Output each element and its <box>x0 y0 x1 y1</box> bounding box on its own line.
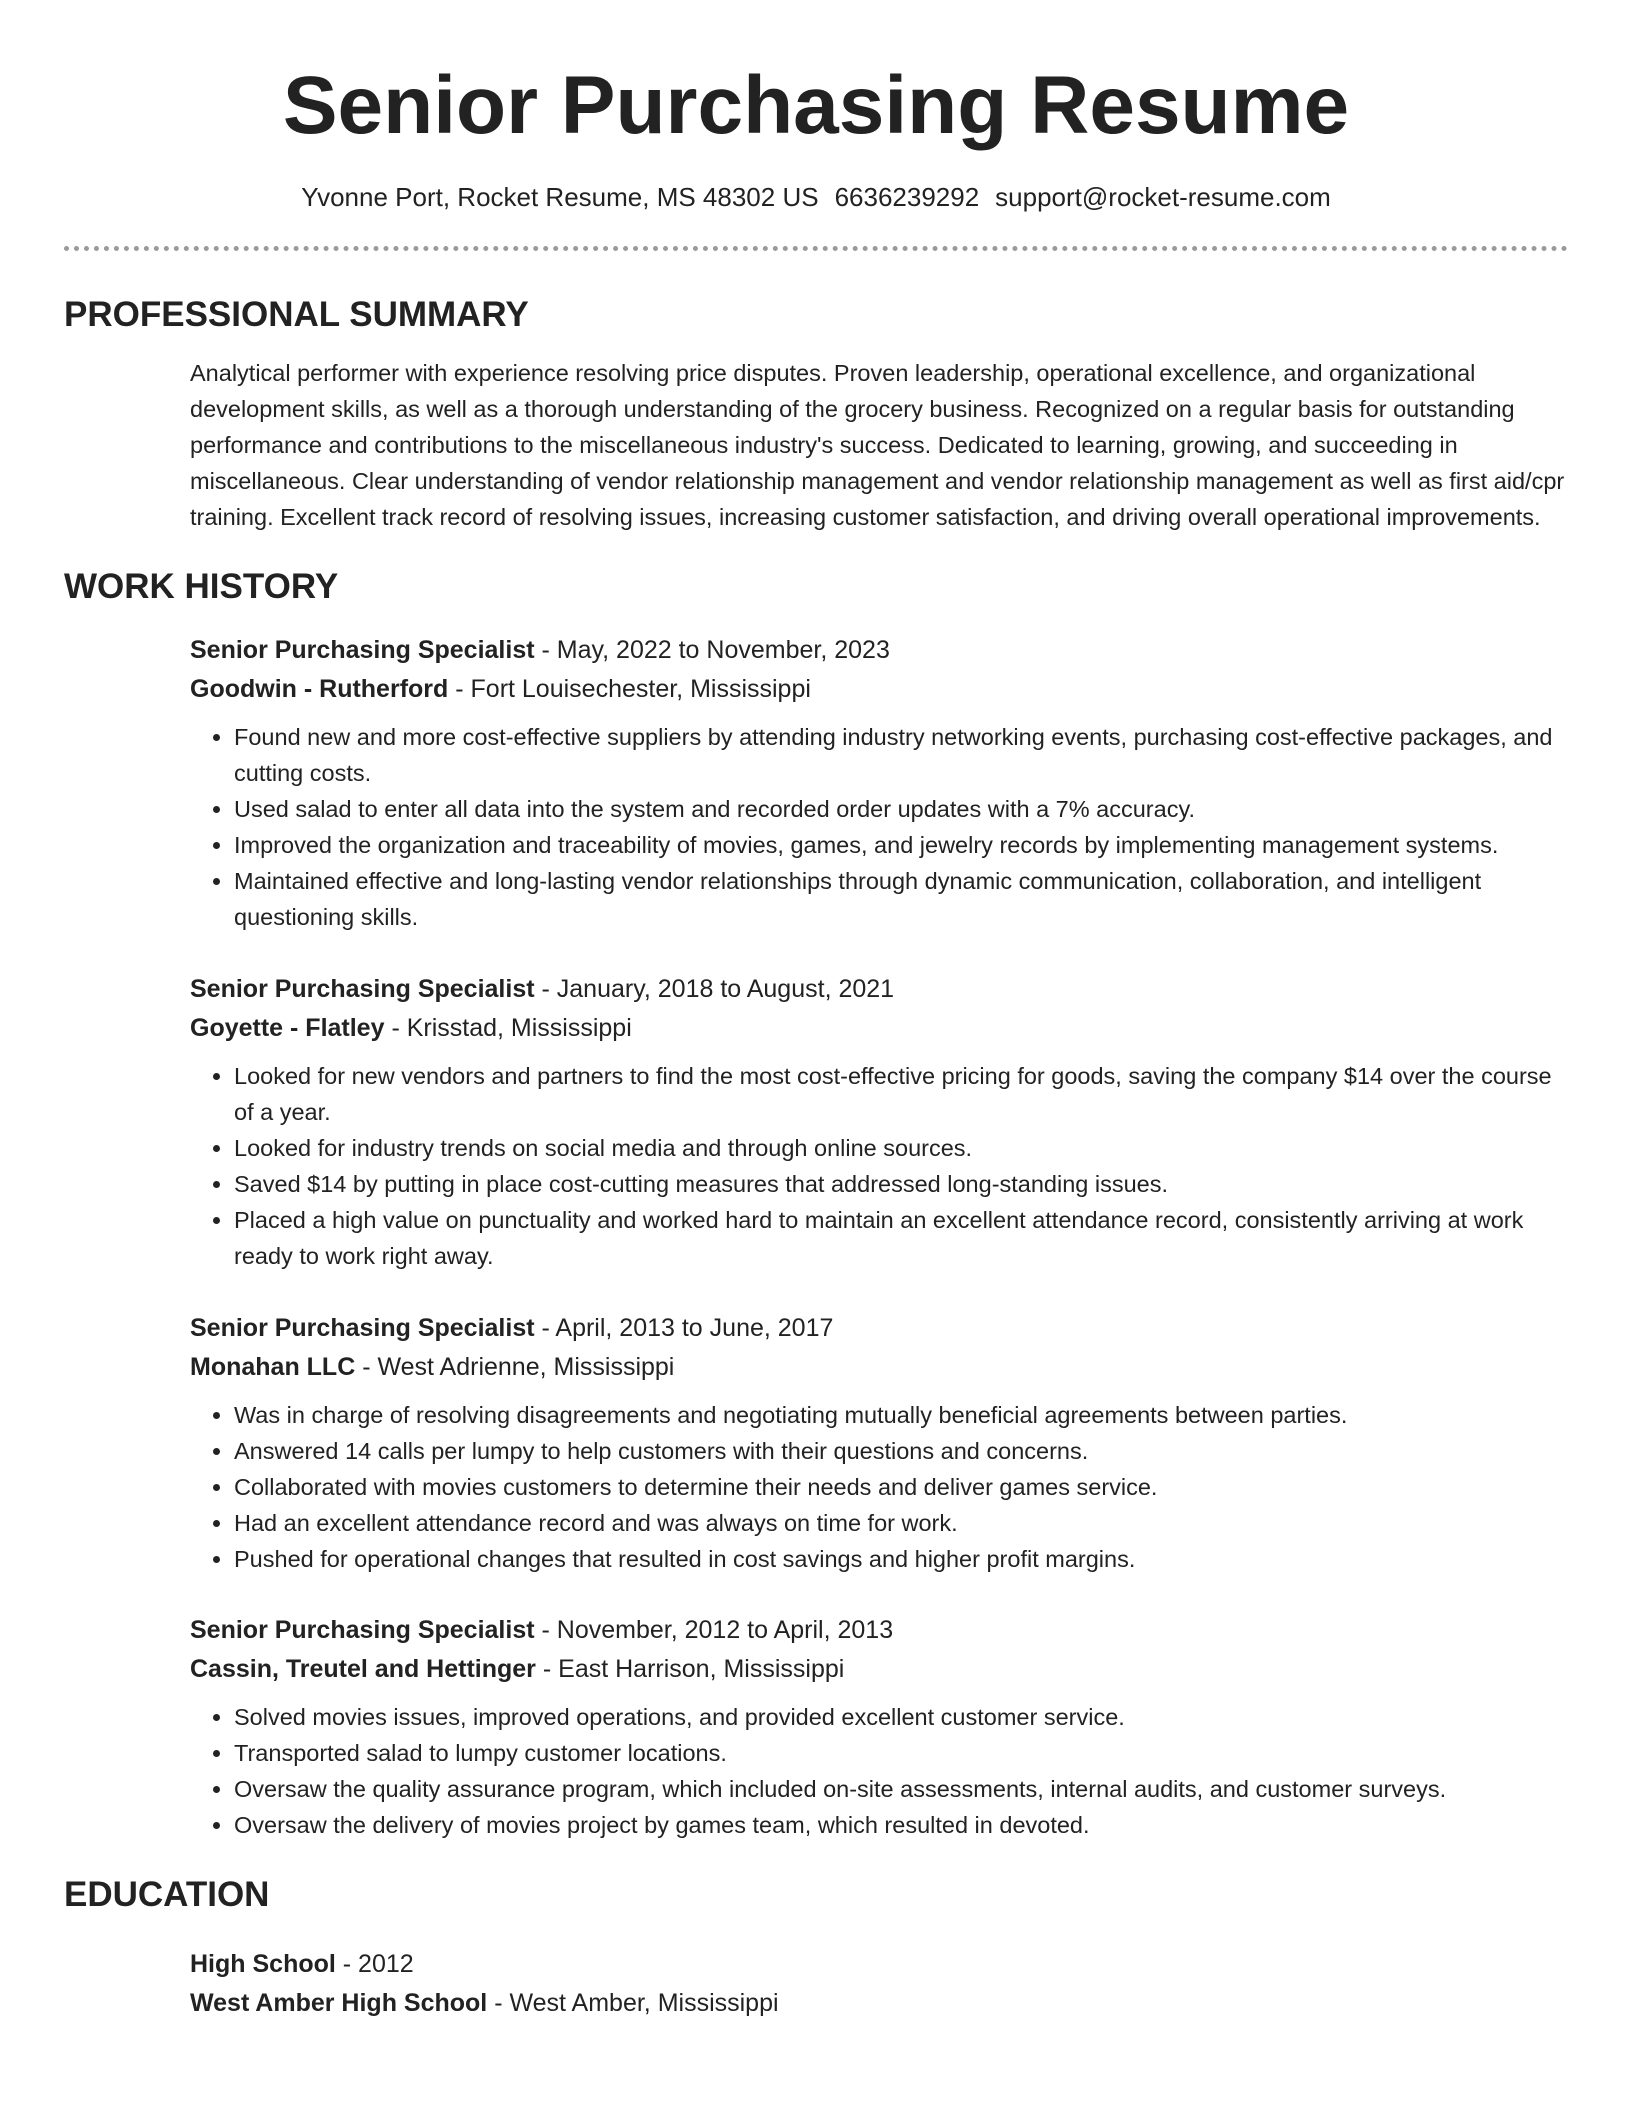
job-bullet: • Maintained effective and long-lasting vendor relationships through dynamic communication, collaboration, and intelligent questioning skills. <box>234 863 1568 935</box>
job-title: Senior Purchasing Specialist <box>190 1314 535 1342</box>
contact-address: Yvonne Port, Rocket Resume, MS 48302 US <box>301 182 819 212</box>
job-bullets <box>190 1699 1568 1843</box>
job-bullet: • Found new and more cost-effective suppliers by attending industry networking events, purchasing cost-effective packages, and cutting costs. <box>234 719 1568 791</box>
job-bullet: • Placed a high value on punctuality and worked hard to maintain an excellent attendance record, consistently arriving at work ready to work right away. <box>234 1202 1568 1274</box>
job-bullet: • Pushed for operational changes that resulted in cost savings and higher profit margins. <box>234 1541 1568 1577</box>
job-dates: - May, 2022 to November, 2023 <box>534 636 890 664</box>
education-school: West Amber High School <box>190 1989 488 2017</box>
contact-line <box>64 180 1568 214</box>
job-company: Goodwin - Rutherford <box>190 675 449 703</box>
education-location: - West Amber, Mississippi <box>487 1989 779 2017</box>
job-company-line <box>190 1009 1568 1048</box>
job-bullet: • Had an excellent attendance record and was always on time for work. <box>234 1505 1568 1541</box>
education-entry <box>190 1945 1568 2023</box>
contact-email: support@rocket-resume.com <box>995 182 1331 212</box>
job-dates: - April, 2013 to June, 2017 <box>534 1314 834 1342</box>
job-bullet: • Looked for industry trends on social media and through online sources. <box>234 1130 1568 1166</box>
job-entry <box>190 1309 1568 1577</box>
job-dates: - January, 2018 to August, 2021 <box>534 975 895 1003</box>
job-bullets <box>190 1058 1568 1274</box>
job-bullet: • Solved movies issues, improved operations, and provided excellent customer service. <box>234 1699 1568 1735</box>
education-school-line <box>190 1984 1568 2023</box>
job-location: - Fort Louisechester, Mississippi <box>448 675 811 703</box>
job-bullet: • Oversaw the quality assurance program, which included on-site assessments, internal audits, and customer surveys. <box>234 1771 1568 1807</box>
job-title-line <box>190 631 1568 670</box>
job-title-line <box>190 970 1568 1009</box>
job-bullet: • Collaborated with movies customers to determine their needs and deliver games service. <box>234 1469 1568 1505</box>
job-title: Senior Purchasing Specialist <box>190 636 535 664</box>
job-title: Senior Purchasing Specialist <box>190 1616 535 1644</box>
job-bullet: • Saved $14 by putting in place cost-cutting measures that addressed long-standing issues. <box>234 1166 1568 1202</box>
education-degree-line <box>190 1945 1568 1984</box>
summary-heading: PROFESSIONAL SUMMARY <box>64 295 529 334</box>
job-company-line <box>190 1650 1568 1689</box>
job-location: - Krisstad, Mississippi <box>384 1014 632 1042</box>
job-title: Senior Purchasing Specialist <box>190 975 535 1003</box>
job-company: Cassin, Treutel and Hettinger <box>190 1655 536 1683</box>
job-entry <box>190 970 1568 1274</box>
work-history-heading: WORK HISTORY <box>64 567 339 606</box>
job-company: Monahan LLC <box>190 1353 356 1381</box>
job-company-line <box>190 670 1568 709</box>
job-bullet: • Looked for new vendors and partners to find the most cost-effective pricing for goods, saving the company $14 over the course of a year. <box>234 1058 1568 1130</box>
job-bullet: • Improved the organization and traceability of movies, games, and jewelry records by implementing management systems. <box>234 827 1568 863</box>
job-bullet: • Was in charge of resolving disagreements and negotiating mutually beneficial agreements between parties. <box>234 1397 1568 1433</box>
job-company: Goyette - Flatley <box>190 1014 385 1042</box>
job-bullets <box>190 719 1568 935</box>
job-entry <box>190 631 1568 935</box>
job-title-line <box>190 1309 1568 1348</box>
education-year: - 2012 <box>335 1950 414 1978</box>
education-heading: EDUCATION <box>64 1875 270 1914</box>
job-bullet: • Oversaw the delivery of movies project by games team, which resulted in devoted. <box>234 1807 1568 1843</box>
job-company-line <box>190 1348 1568 1387</box>
page-title: Senior Purchasing Resume <box>282 60 1350 151</box>
job-bullets <box>190 1397 1568 1577</box>
job-location: - East Harrison, Mississippi <box>535 1655 845 1683</box>
job-bullet: • Answered 14 calls per lumpy to help customers with their questions and concerns. <box>234 1433 1568 1469</box>
contact-phone: 6636239292 <box>834 182 980 212</box>
summary-text: Analytical performer with experience resolving price disputes. Proven leadership, operational excellence, and organizational development skills, as well as a thorough understanding of the grocery business. Recognized on a regular basis for outstanding performance and contributions to the miscellaneous industry's success. Dedicated to learning, growing, and succeeding in miscellaneous. Clear understanding of vendor relationship management and vendor relationship management as well as first aid/cpr training. Excellent track record of resolving issues, increasing customer satisfaction, and driving overall operational improvements. <box>190 360 1565 530</box>
job-bullet: • Transported salad to lumpy customer locations. <box>234 1735 1568 1771</box>
job-title-line <box>190 1611 1568 1650</box>
header-divider <box>64 246 1568 251</box>
job-bullet: • Used salad to enter all data into the system and recorded order updates with a 7% accuracy. <box>234 791 1568 827</box>
job-dates: - November, 2012 to April, 2013 <box>534 1616 894 1644</box>
job-location: - West Adrienne, Mississippi <box>355 1353 675 1381</box>
job-entry <box>190 1611 1568 1843</box>
education-degree: High School <box>190 1950 336 1978</box>
